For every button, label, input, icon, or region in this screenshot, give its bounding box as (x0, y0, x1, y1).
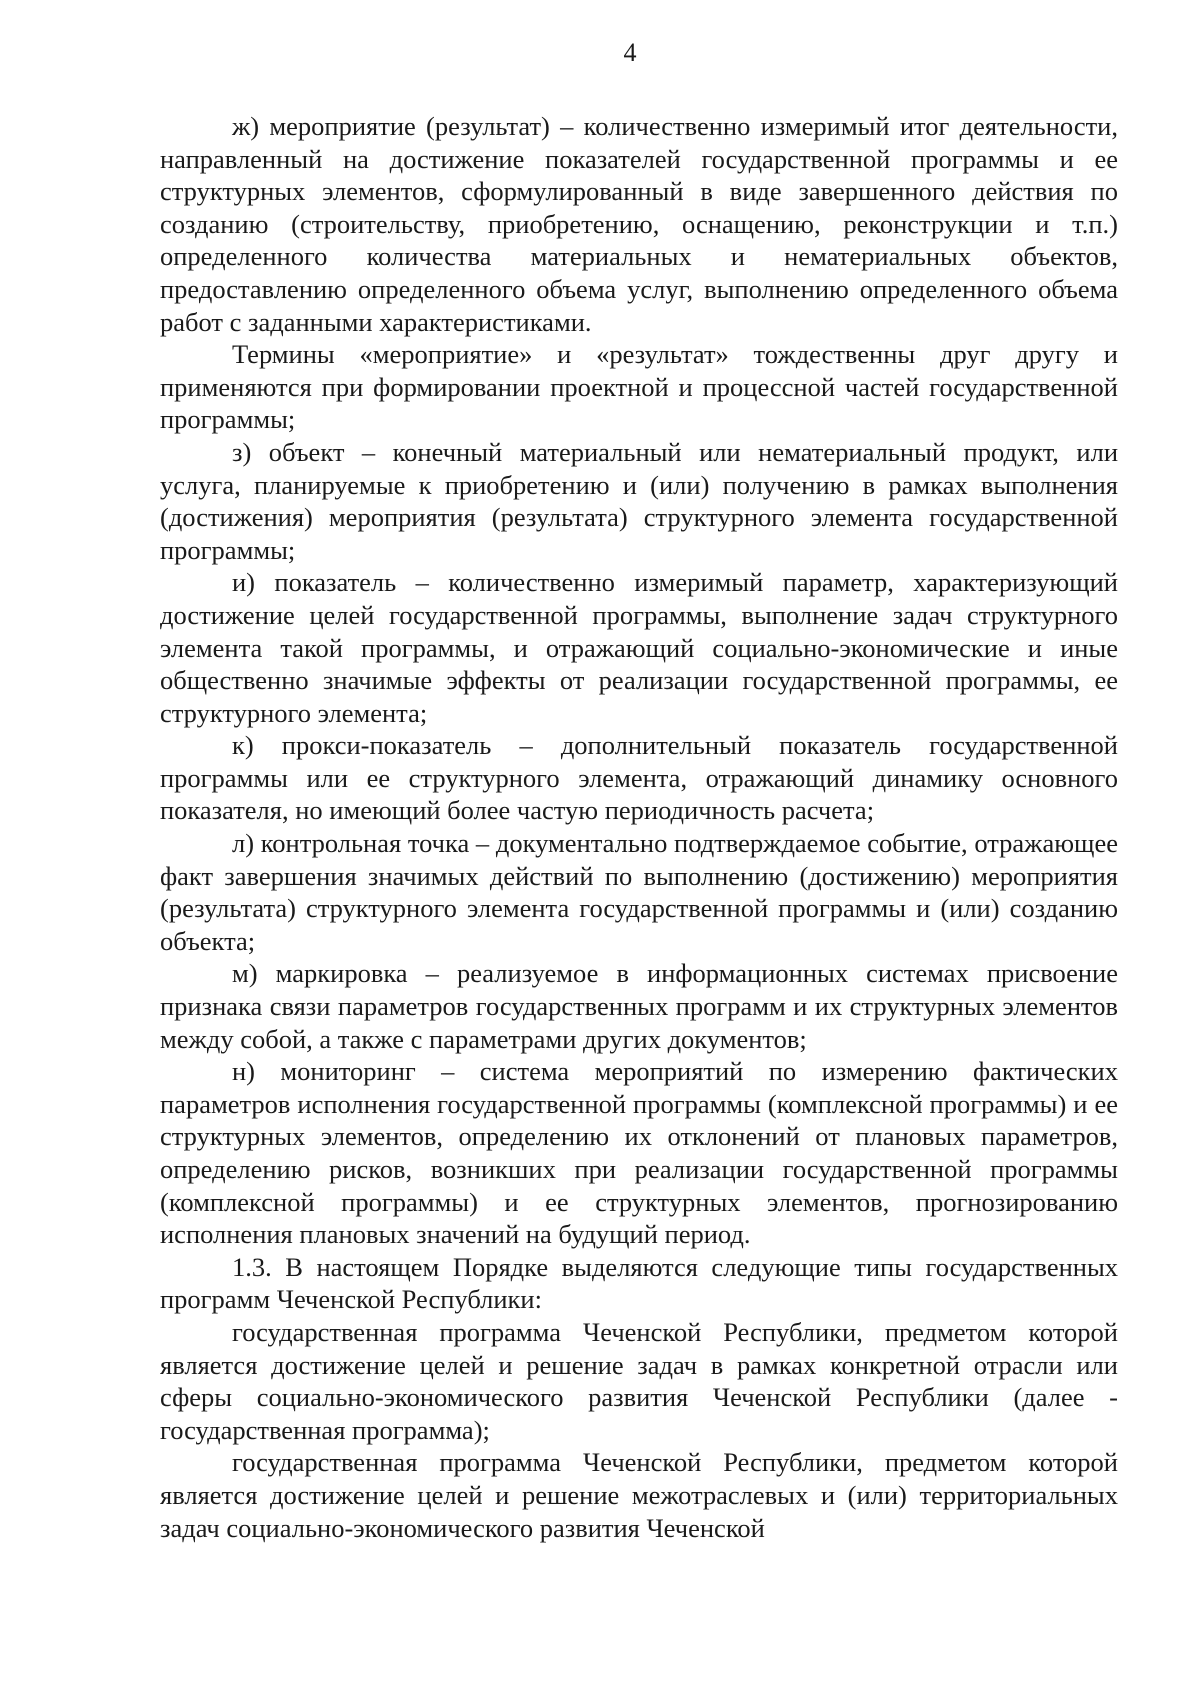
paragraph-terms-note: Термины «мероприятие» и «результат» тождественны друг другу и применяются при формировании проектной и процессной частей государственной программы; (160, 339, 1118, 435)
paragraph-term-m: м) маркировка – реализуемое в информационных системах присвоение признака связи параметров государственных программ и их структурных элементов между собой, а также с параметрами других документов; (160, 958, 1118, 1054)
page-number: 4 (623, 38, 637, 67)
paragraph-term-zh: ж) мероприятие (результат) – количественно измеримый итог деятельности, направленный на достижение показателей государственной программы и ее структурных элементов, сформулированный в виде завершенного действия по созданию (строительству, приобретению, оснащению, реконструкции и т.п.) определенного количества материальных и нематериальных объектов, предоставлению определенного объема услуг, выполнению определенного объема работ с заданными характеристиками. (160, 111, 1118, 337)
paragraph-section-1-3: 1.3. В настоящем Порядке выделяются следующие типы государственных программ Чеченской Республики: (160, 1251, 1118, 1315)
paragraph-program-type-2: государственная программа Чеченской Республики, предметом которой является достижение целей и решение межотраслевых и (или) территориальных задач социально-экономического развития Чеченской (160, 1447, 1118, 1543)
paragraph-term-l: л) контрольная точка – документально подтверждаемое событие, отражающее факт завершения значимых действий по выполнению (достижению) мероприятия (результата) структурного элемента государственной программы и (или) созданию объекта; (160, 828, 1118, 956)
paragraph-program-type-1: государственная программа Чеченской Республики, предметом которой является достижение целей и решение задач в рамках конкретной отрасли или сферы социально-экономического развития Чеченской Республики (далее - государственная программа); (160, 1316, 1118, 1445)
paragraph-term-k: к) прокси-показатель – дополнительный показатель государственной программы или ее структурного элемента, отражающий динамику основного показателя, но имеющий более частую периодичность расчета; (160, 730, 1118, 826)
paragraph-term-z: з) объект – конечный материальный или нематериальный продукт, или услуга, планируемые к приобретению и (или) получению в рамках выполнения (достижения) мероприятия (результата) структурного элемента государственной программы; (160, 436, 1118, 565)
paragraph-term-n: н) мониторинг – система мероприятий по измерению фактических параметров исполнения государственной программы (комплексной программы) и ее структурных элементов, определению их отклонений от плановых параметров, определению рисков, возникших при реализации государственной программы (комплексной программы) и ее структурных элементов, прогнозированию исполнения плановых значений на будущий период. (160, 1056, 1118, 1250)
document-body (160, 110, 1118, 1544)
paragraph-term-i: и) показатель – количественно измеримый параметр, характеризующий достижение целей государственной программы, выполнение задач структурного элемента такой программы, и отражающий социально-экономические и иные общественно значимые эффекты от реализации государственной программы, ее структурного элемента; (160, 567, 1118, 728)
